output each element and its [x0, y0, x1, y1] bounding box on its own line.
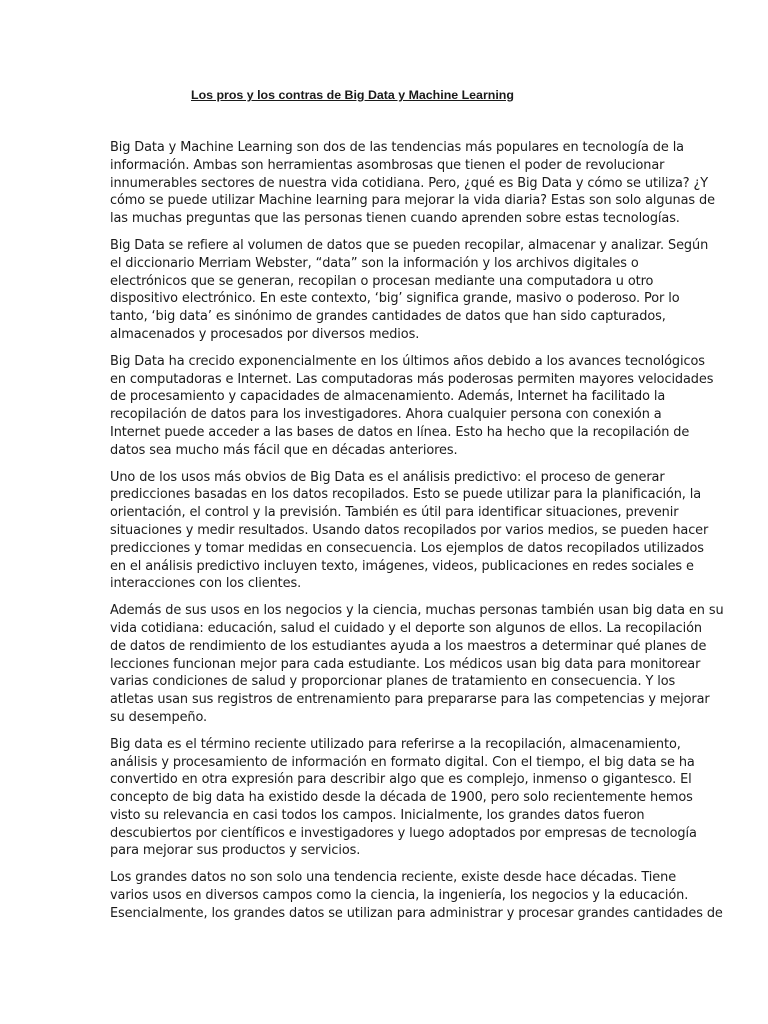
paragraph-6: [110, 736, 697, 861]
text-line: orientación, el control y la previsión. También es útil para identificar situaciones, prevenir: [110, 505, 679, 521]
text-line: Big Data se refiere al volumen de datos que se pueden recopilar, almacenar y analizar. Según: [110, 237, 709, 253]
text-line: de datos de rendimiento de los estudiantes ayuda a los maestros a determinar qué planes de: [110, 638, 707, 654]
text-line: de procesamiento y capacidades de almacenamiento. Además, Internet ha facilitado la: [110, 389, 666, 405]
text-line: innumerables sectores de nuestra vida cotidiana. Pero, ¿qué es Big Data y cómo se utiliza? ¿Y: [110, 175, 709, 191]
text-line: varias condiciones de salud y proporcionar planes de tratamiento en consecuencia. Y los: [110, 674, 676, 690]
text-line: Uno de los usos más obvios de Big Data es el análisis predictivo: el proceso de generar: [110, 469, 665, 485]
paragraph-7: [110, 869, 723, 922]
paragraph-4: [110, 469, 709, 594]
text-line: atletas usan sus registros de entrenamiento para prepararse para las competencias y mejorar: [110, 692, 710, 708]
text-line: en computadoras e Internet. Las computadoras más poderosas permiten mayores velocidades: [110, 371, 714, 387]
text-line: cómo se puede utilizar Machine learning para mejorar la vida diaria? Estas son solo algunas de: [110, 193, 715, 209]
text-line: descubiertos por científicos e investigadores y luego adoptados por empresas de tecnología: [110, 825, 697, 841]
text-line: situaciones y medir resultados. Usando datos recopilados por varios medios, se pueden hacer: [110, 522, 709, 538]
text-line: análisis y procesamiento de información en formato digital. Con el tiempo, el big data se ha: [110, 754, 695, 770]
text-line: electrónicos que se generan, recopilan o procesan mediante una computadora u otro: [110, 273, 654, 289]
text-line: para mejorar sus productos y servicios.: [110, 843, 361, 859]
document-title: Los pros y los contras de Big Data y Machine Learning: [191, 88, 514, 102]
text-line: visto su relevancia en casi todos los campos. Inicialmente, los grandes datos fueron: [110, 807, 645, 823]
text-line: Big Data ha crecido exponencialmente en los últimos años debido a los avances tecnológicos: [110, 353, 705, 369]
text-line: Esencialmente, los grandes datos se utilizan para administrar y procesar grandes cantidades de: [110, 905, 723, 921]
text-line: Big Data y Machine Learning son dos de las tendencias más populares en tecnología de la: [110, 140, 684, 155]
paragraph-5: [110, 602, 724, 727]
text-line: vida cotidiana: educación, salud el cuidado y el deporte son algunos de ellos. La recopilación: [110, 620, 702, 636]
text-line: interacciones con los clientes.: [110, 576, 302, 592]
text-line: las muchas preguntas que las personas tienen cuando aprenden sobre estas tecnologías.: [110, 211, 680, 227]
text-line: dispositivo electrónico. En este contexto, ‘big’ significa grande, masivo o poderoso. Por lo: [110, 291, 680, 307]
text-line: información. Ambas son herramientas asombrosas que tienen el poder de revolucionar: [110, 157, 665, 173]
text-line: Los grandes datos no son solo una tendencia reciente, existe desde hace décadas. Tiene: [110, 870, 677, 886]
document-body: [110, 139, 724, 932]
text-line: almacenados y procesados por diversos medios.: [110, 326, 420, 342]
text-line: recopilación de datos para los investigadores. Ahora cualquier persona con conexión a: [110, 407, 662, 423]
text-line: predicciones y tomar medidas en consecuencia. Los ejemplos de datos recopilados utilizados: [110, 540, 704, 556]
text-line: en el análisis predictivo incluyen texto, imágenes, videos, publicaciones en redes sociales e: [110, 558, 694, 574]
text-line: Big data es el término reciente utilizado para referirse a la recopilación, almacenamiento,: [110, 736, 681, 752]
text-line: concepto de big data ha existido desde la década de 1900, pero solo recientemente hemos: [110, 790, 693, 806]
text-line: el diccionario Merriam Webster, “data” son la información y los archivos digitales o: [110, 255, 639, 271]
text-line: lecciones funcionan mejor para cada estudiante. Los médicos usan big data para monitorear: [110, 656, 701, 672]
text-line: predicciones basadas en los datos recopilados. Esto se puede utilizar para la planificación, la: [110, 487, 702, 503]
text-line: Además de sus usos en los negocios y la ciencia, muchas personas también usan big data en su: [110, 603, 724, 619]
text-line: tanto, ‘big data’ es sinónimo de grandes cantidades de datos que han sido capturados,: [110, 309, 666, 325]
paragraph-3: [110, 353, 714, 460]
paragraph-1: [110, 139, 715, 228]
text-line: varios usos en diversos campos como la ciencia, la ingeniería, los negocios y la educación.: [110, 888, 689, 904]
paragraph-2: [110, 237, 709, 344]
text-line: datos sea mucho más fácil que en décadas anteriores.: [110, 442, 458, 458]
text-line: Internet puede acceder a las bases de datos en línea. Esto ha hecho que la recopilación de: [110, 424, 690, 440]
text-line: su desempeño.: [110, 709, 208, 725]
text-line: convertido en otra expresión para describir algo que es complejo, inmenso o gigantesco. El: [110, 772, 692, 788]
